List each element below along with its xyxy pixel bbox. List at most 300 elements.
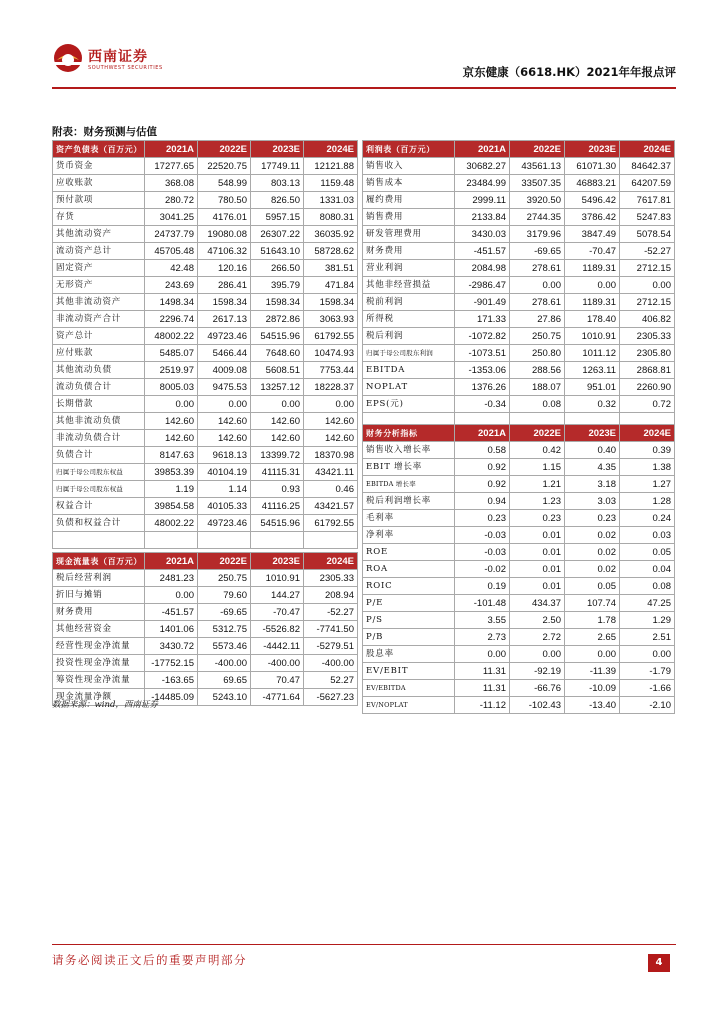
- table-row: [53, 515, 358, 532]
- cell-value: 1331.03: [304, 192, 358, 209]
- cell-value: -17752.15: [145, 655, 198, 672]
- empty-cell: [53, 532, 145, 549]
- table-row: [363, 345, 675, 362]
- cell-value: -4442.11: [251, 638, 304, 655]
- year-header: 2022E: [198, 141, 251, 158]
- cell-value: 0.00: [145, 396, 198, 413]
- cell-value: 368.08: [145, 175, 198, 192]
- cell-value: 2305.80: [620, 345, 675, 362]
- cell-value: 2296.74: [145, 311, 198, 328]
- cell-value: 1.14: [198, 481, 251, 498]
- table-row: [363, 697, 675, 714]
- cell-value: 4009.08: [198, 362, 251, 379]
- row-label: 应付账款: [53, 345, 145, 362]
- row-label: 负债和权益合计: [53, 515, 145, 532]
- cell-value: 178.40: [565, 311, 620, 328]
- cell-value: 52.27: [304, 672, 358, 689]
- cell-value: -451.57: [455, 243, 510, 260]
- table-row: [53, 226, 358, 243]
- cell-value: 0.00: [510, 277, 565, 294]
- cell-value: 4.35: [565, 459, 620, 476]
- row-label: NOPLAT: [363, 379, 455, 396]
- table-row: [53, 604, 358, 621]
- cell-value: 434.37: [510, 595, 565, 612]
- cell-value: 0.01: [510, 544, 565, 561]
- row-label: 归属于母公司股东权益: [53, 464, 145, 481]
- cell-value: 5608.51: [251, 362, 304, 379]
- cell-value: 0.00: [198, 396, 251, 413]
- cell-value: -1072.82: [455, 328, 510, 345]
- cell-value: 278.61: [510, 294, 565, 311]
- cell-value: 0.93: [251, 481, 304, 498]
- ratios-title: 财务分析指标: [363, 425, 455, 442]
- table-row: [53, 345, 358, 362]
- row-label: 营业利润: [363, 260, 455, 277]
- cell-value: 1598.34: [198, 294, 251, 311]
- cell-value: 266.50: [251, 260, 304, 277]
- cell-value: 395.79: [251, 277, 304, 294]
- year-header: 2021A: [145, 553, 198, 570]
- brand-logo: [52, 38, 202, 82]
- cell-value: 1598.34: [251, 294, 304, 311]
- cell-value: 0.24: [620, 510, 675, 527]
- cell-value: 1.21: [510, 476, 565, 493]
- table-row: [53, 192, 358, 209]
- cell-value: 0.72: [620, 396, 675, 413]
- empty-cell: [198, 532, 251, 549]
- cell-value: -5627.23: [304, 689, 358, 706]
- row-label: 履约费用: [363, 192, 455, 209]
- cell-value: 17749.11: [251, 158, 304, 175]
- table-row: [53, 481, 358, 498]
- cell-value: 278.61: [510, 260, 565, 277]
- table-row: [53, 362, 358, 379]
- cell-value: 18370.98: [304, 447, 358, 464]
- table-row: [53, 379, 358, 396]
- balance-sheet-header-row: [53, 141, 358, 158]
- cell-value: 0.01: [510, 527, 565, 544]
- cell-value: -92.19: [510, 663, 565, 680]
- section-title: 附表：财务预测与估值: [52, 126, 157, 138]
- cell-value: 286.41: [198, 277, 251, 294]
- cell-value: -69.65: [198, 604, 251, 621]
- cell-value: 0.08: [620, 578, 675, 595]
- cell-value: 0.92: [455, 459, 510, 476]
- cell-value: 0.00: [620, 277, 675, 294]
- table-row: [363, 680, 675, 697]
- footer-disclaimer: 请务必阅读正文后的重要声明部分: [52, 953, 247, 967]
- cell-value: -52.27: [304, 604, 358, 621]
- cell-value: 61792.55: [304, 515, 358, 532]
- balance-sheet-title: 资产负债表（百万元）: [53, 141, 145, 158]
- cell-value: 5078.54: [620, 226, 675, 243]
- cell-value: 2.51: [620, 629, 675, 646]
- cell-value: 1263.11: [565, 362, 620, 379]
- row-label: EBITDA: [363, 362, 455, 379]
- cell-value: 0.03: [620, 527, 675, 544]
- table-row: [53, 243, 358, 260]
- row-label: 归属于母公司股东权益: [53, 481, 145, 498]
- table-row: [363, 578, 675, 595]
- cell-value: 46883.21: [565, 175, 620, 192]
- cell-value: 5957.15: [251, 209, 304, 226]
- row-label: 销售收入: [363, 158, 455, 175]
- cell-value: 22520.75: [198, 158, 251, 175]
- table-row: [53, 396, 358, 413]
- cell-value: 26307.22: [251, 226, 304, 243]
- row-label: 归属于母公司股东利润: [363, 345, 455, 362]
- row-label: 其他非流动负债: [53, 413, 145, 430]
- cell-value: 0.58: [455, 442, 510, 459]
- empty-cell: [145, 532, 198, 549]
- header-rule: [52, 87, 676, 89]
- cell-value: 12121.88: [304, 158, 358, 175]
- cell-value: -1.79: [620, 663, 675, 680]
- table-row: [363, 595, 675, 612]
- table-row: [53, 209, 358, 226]
- table-row: [53, 498, 358, 515]
- cell-value: 17277.65: [145, 158, 198, 175]
- cell-value: 18228.37: [304, 379, 358, 396]
- cell-value: -52.27: [620, 243, 675, 260]
- cell-value: 70.47: [251, 672, 304, 689]
- cell-value: 0.00: [145, 587, 198, 604]
- table-row: [53, 587, 358, 604]
- row-label: P/B: [363, 629, 455, 646]
- cell-value: 11.31: [455, 663, 510, 680]
- cell-value: 142.60: [198, 430, 251, 447]
- table-row: [363, 459, 675, 476]
- cell-value: 0.23: [455, 510, 510, 527]
- cell-value: 7648.60: [251, 345, 304, 362]
- cell-value: 0.01: [510, 561, 565, 578]
- row-label: 权益合计: [53, 498, 145, 515]
- cell-value: 1010.91: [565, 328, 620, 345]
- cell-value: 48002.22: [145, 328, 198, 345]
- cell-value: 3.03: [565, 493, 620, 510]
- cell-value: 2.65: [565, 629, 620, 646]
- cell-value: 8147.63: [145, 447, 198, 464]
- cell-value: 1189.31: [565, 294, 620, 311]
- row-label: 长期借款: [53, 396, 145, 413]
- cell-value: 54515.96: [251, 515, 304, 532]
- cell-value: 171.33: [455, 311, 510, 328]
- table-row: [363, 192, 675, 209]
- cell-value: 288.56: [510, 362, 565, 379]
- brand-subtitle: SOUTHWEST SECURITIES: [88, 65, 163, 71]
- table-row: [363, 629, 675, 646]
- cell-value: 5573.46: [198, 638, 251, 655]
- row-label: 折旧与摊销: [53, 587, 145, 604]
- row-label: 预付款项: [53, 192, 145, 209]
- cell-value: 0.46: [304, 481, 358, 498]
- row-label: 流动资产总计: [53, 243, 145, 260]
- cell-value: 5247.83: [620, 209, 675, 226]
- cell-value: 1.27: [620, 476, 675, 493]
- row-label: 投资性现金净流量: [53, 655, 145, 672]
- cell-value: 39854.58: [145, 498, 198, 515]
- table-row: [363, 476, 675, 493]
- row-label: 非流动负债合计: [53, 430, 145, 447]
- cell-value: -102.43: [510, 697, 565, 714]
- cell-value: -13.40: [565, 697, 620, 714]
- cell-value: 84642.37: [620, 158, 675, 175]
- cell-value: 2868.81: [620, 362, 675, 379]
- cell-value: 0.40: [565, 442, 620, 459]
- row-label: 经营性现金净流量: [53, 638, 145, 655]
- cell-value: 2617.13: [198, 311, 251, 328]
- cell-value: 47106.32: [198, 243, 251, 260]
- row-label: 股息率: [363, 646, 455, 663]
- cell-value: 250.75: [198, 570, 251, 587]
- cell-value: 188.07: [510, 379, 565, 396]
- cell-value: 0.02: [565, 527, 620, 544]
- cell-value: -400.00: [304, 655, 358, 672]
- cell-value: -0.02: [455, 561, 510, 578]
- report-title: 京东健康（6618.HK）2021年年报点评: [462, 65, 676, 79]
- row-label: EV/NOPLAT: [363, 697, 455, 714]
- cell-value: 39853.39: [145, 464, 198, 481]
- table-row: [363, 362, 675, 379]
- cell-value: 243.69: [145, 277, 198, 294]
- cash-flow-table: [52, 552, 358, 706]
- row-label: 应收账款: [53, 175, 145, 192]
- year-header: 2024E: [304, 553, 358, 570]
- empty-cell: [304, 532, 358, 549]
- cell-value: 51643.10: [251, 243, 304, 260]
- table-row: [53, 655, 358, 672]
- cell-value: 803.13: [251, 175, 304, 192]
- cell-value: 381.51: [304, 260, 358, 277]
- year-header: 2022E: [198, 553, 251, 570]
- table-row: [53, 277, 358, 294]
- cell-value: 7617.81: [620, 192, 675, 209]
- cell-value: 951.01: [565, 379, 620, 396]
- row-label: 毛利率: [363, 510, 455, 527]
- year-header: 2023E: [251, 141, 304, 158]
- cell-value: 7753.44: [304, 362, 358, 379]
- cell-value: 2519.97: [145, 362, 198, 379]
- cell-value: -70.47: [565, 243, 620, 260]
- cell-value: 54515.96: [251, 328, 304, 345]
- year-header: 2021A: [145, 141, 198, 158]
- row-label: 销售成本: [363, 175, 455, 192]
- income-statement-header-row: [363, 141, 675, 158]
- cell-value: 0.04: [620, 561, 675, 578]
- row-label: 税后利润增长率: [363, 493, 455, 510]
- table-row: [363, 328, 675, 345]
- cell-value: 0.32: [565, 396, 620, 413]
- cell-value: 2712.15: [620, 294, 675, 311]
- row-label: 流动负债合计: [53, 379, 145, 396]
- row-label: 存货: [53, 209, 145, 226]
- cell-value: -66.76: [510, 680, 565, 697]
- row-label: 销售收入增长率: [363, 442, 455, 459]
- cell-value: 3430.72: [145, 638, 198, 655]
- cell-value: 0.00: [565, 277, 620, 294]
- year-header: 2023E: [565, 141, 620, 158]
- cell-value: 19080.08: [198, 226, 251, 243]
- cell-value: 5496.42: [565, 192, 620, 209]
- table-row: [53, 464, 358, 481]
- cell-value: 0.39: [620, 442, 675, 459]
- cell-value: 0.08: [510, 396, 565, 413]
- cell-value: 208.94: [304, 587, 358, 604]
- cell-value: 2999.11: [455, 192, 510, 209]
- row-label: 财务费用: [363, 243, 455, 260]
- row-label: 负债合计: [53, 447, 145, 464]
- page-header: [52, 38, 676, 86]
- year-header: 2023E: [565, 425, 620, 442]
- cell-value: 33507.35: [510, 175, 565, 192]
- row-label: 其他经营资金: [53, 621, 145, 638]
- cell-value: 36035.92: [304, 226, 358, 243]
- row-label: EBIT 增长率: [363, 459, 455, 476]
- cell-value: 43421.11: [304, 464, 358, 481]
- cell-value: 1401.06: [145, 621, 198, 638]
- row-label: 资产总计: [53, 328, 145, 345]
- table-row: [363, 260, 675, 277]
- cell-value: 142.60: [198, 413, 251, 430]
- cell-value: 42.48: [145, 260, 198, 277]
- cell-value: 0.00: [510, 646, 565, 663]
- cell-value: 2712.15: [620, 260, 675, 277]
- cell-value: 406.82: [620, 311, 675, 328]
- row-label: 货币资金: [53, 158, 145, 175]
- row-label: EV/EBITDA: [363, 680, 455, 697]
- table-row: [363, 527, 675, 544]
- cell-value: 79.60: [198, 587, 251, 604]
- cell-value: 142.60: [304, 430, 358, 447]
- table-row: [363, 663, 675, 680]
- cell-value: 43561.13: [510, 158, 565, 175]
- cell-value: 2872.86: [251, 311, 304, 328]
- cell-value: 40105.33: [198, 498, 251, 515]
- cell-value: 30682.27: [455, 158, 510, 175]
- row-label: 税后经营利润: [53, 570, 145, 587]
- cell-value: 41115.31: [251, 464, 304, 481]
- table-row: [53, 447, 358, 464]
- cell-value: 11.31: [455, 680, 510, 697]
- cell-value: 1.38: [620, 459, 675, 476]
- cell-value: 58728.62: [304, 243, 358, 260]
- cell-value: 48002.22: [145, 515, 198, 532]
- year-header: 2022E: [510, 425, 565, 442]
- table-row: [363, 396, 675, 413]
- table-row: [363, 209, 675, 226]
- cell-value: 1011.12: [565, 345, 620, 362]
- cell-value: 2.50: [510, 612, 565, 629]
- table-row: [53, 621, 358, 638]
- cell-value: 0.19: [455, 578, 510, 595]
- cell-value: -400.00: [198, 655, 251, 672]
- cell-value: 1159.48: [304, 175, 358, 192]
- table-row: [53, 158, 358, 175]
- row-label: 其他非经营损益: [363, 277, 455, 294]
- cell-value: 3920.50: [510, 192, 565, 209]
- table-row: [363, 442, 675, 459]
- cell-value: -11.39: [565, 663, 620, 680]
- table-row: [53, 311, 358, 328]
- cell-value: 0.00: [455, 646, 510, 663]
- row-label: EV/EBIT: [363, 663, 455, 680]
- brand-emblem-icon: [52, 42, 84, 74]
- row-label: ROA: [363, 561, 455, 578]
- cell-value: -0.03: [455, 544, 510, 561]
- cell-value: -1353.06: [455, 362, 510, 379]
- row-label: 财务费用: [53, 604, 145, 621]
- table-row: [363, 311, 675, 328]
- cell-value: 2481.23: [145, 570, 198, 587]
- cell-value: 1.23: [510, 493, 565, 510]
- cell-value: 826.50: [251, 192, 304, 209]
- row-label: P/S: [363, 612, 455, 629]
- cell-value: 3786.42: [565, 209, 620, 226]
- cell-value: 0.02: [565, 561, 620, 578]
- cell-value: 142.60: [145, 413, 198, 430]
- cell-value: 2260.90: [620, 379, 675, 396]
- table-row: [363, 158, 675, 175]
- cell-value: 0.23: [565, 510, 620, 527]
- cell-value: 1.29: [620, 612, 675, 629]
- row-label: EBITDA 增长率: [363, 476, 455, 493]
- cell-value: 0.92: [455, 476, 510, 493]
- table-row: [363, 544, 675, 561]
- cell-value: 3041.25: [145, 209, 198, 226]
- table-row: [363, 646, 675, 663]
- row-label: 税后利润: [363, 328, 455, 345]
- cell-value: 61792.55: [304, 328, 358, 345]
- row-label: 销售费用: [363, 209, 455, 226]
- cell-value: 780.50: [198, 192, 251, 209]
- table-row: [53, 672, 358, 689]
- year-header: 2024E: [620, 425, 675, 442]
- cell-value: 5312.75: [198, 621, 251, 638]
- cell-value: -0.34: [455, 396, 510, 413]
- cell-value: 250.75: [510, 328, 565, 345]
- year-header: 2021A: [455, 141, 510, 158]
- year-header: 2021A: [455, 425, 510, 442]
- cell-value: 3179.96: [510, 226, 565, 243]
- table-row: [53, 328, 358, 345]
- cell-value: 142.60: [251, 413, 304, 430]
- cell-value: 41116.25: [251, 498, 304, 515]
- cell-value: 4176.01: [198, 209, 251, 226]
- year-header: 2022E: [510, 141, 565, 158]
- cell-value: 2305.33: [304, 570, 358, 587]
- cell-value: 2305.33: [620, 328, 675, 345]
- cell-value: -7741.50: [304, 621, 358, 638]
- cell-value: 3430.03: [455, 226, 510, 243]
- cash-flow-title: 现金流量表（百万元）: [53, 553, 145, 570]
- cell-value: 142.60: [251, 430, 304, 447]
- cell-value: -5526.82: [251, 621, 304, 638]
- table-row: [363, 294, 675, 311]
- cell-value: 43421.57: [304, 498, 358, 515]
- cell-value: 13257.12: [251, 379, 304, 396]
- cell-value: 5485.07: [145, 345, 198, 362]
- table-row: [53, 260, 358, 277]
- empty-row: [53, 532, 358, 549]
- cell-value: 0.00: [620, 646, 675, 663]
- cell-value: -2986.47: [455, 277, 510, 294]
- cell-value: 3.18: [565, 476, 620, 493]
- row-label: 其他流动资产: [53, 226, 145, 243]
- table-row: [363, 226, 675, 243]
- row-label: ROE: [363, 544, 455, 561]
- row-label: 现金流量净额: [53, 689, 145, 706]
- cell-value: 0.23: [510, 510, 565, 527]
